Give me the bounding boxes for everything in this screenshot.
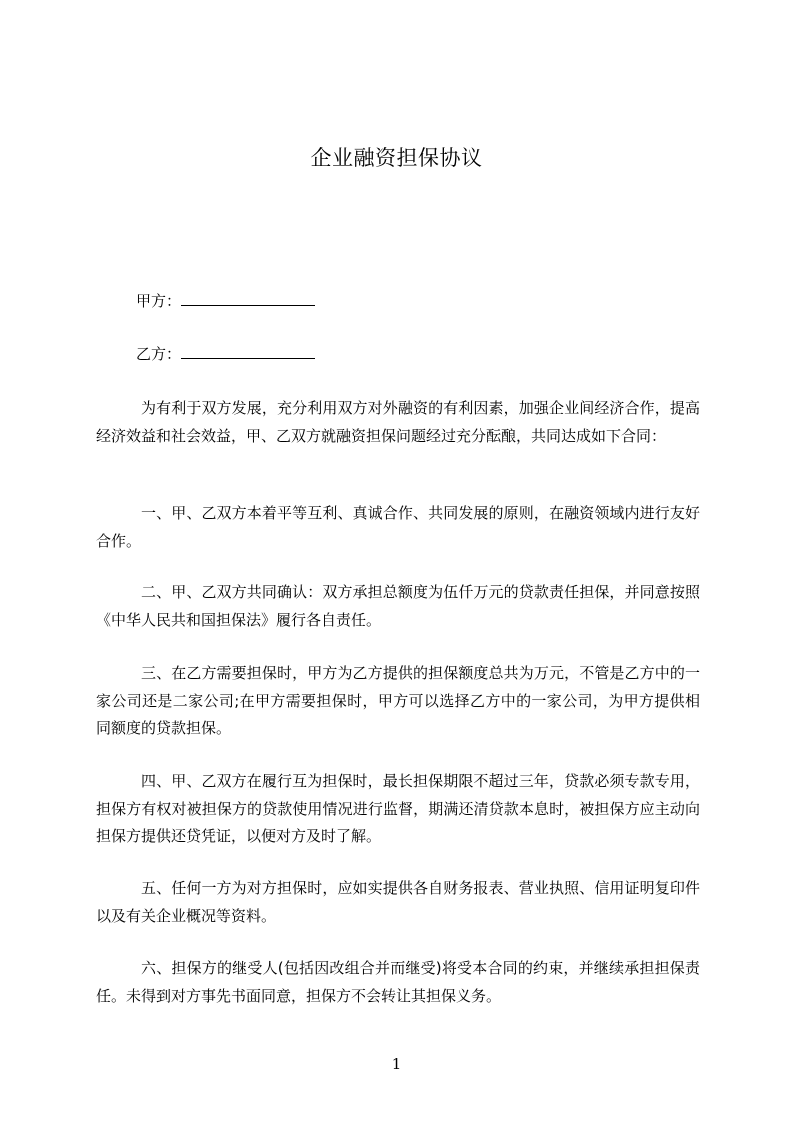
document-title: 企业融资担保协议 [310, 146, 483, 170]
clause-3-paragraph: 三、在乙方需要担保时，甲方为乙方提供的担保额度总共为万元，不管是乙方中的一家公司还是二家公司;在甲方需要担保时，甲方可以选择乙方中的一家公司，为甲方提供相同额度的贷款担保。 [96, 664, 700, 737]
party-a-label: 甲方： [136, 292, 182, 310]
clause-2-paragraph: 二、甲、乙双方共同确认：双方承担总额度为伍仟万元的贷款责任担保，并同意按照《中华人民共和国担保法》履行各自责任。 [96, 583, 700, 629]
clause-6-paragraph: 六、担保方的继受人(包括因改组合并而继受)将受本合同的约束，并继续承担担保责任。未得到对方事先书面同意，担保方不会转让其担保义务。 [96, 959, 700, 1005]
party-a-blank [181, 291, 315, 306]
party-b-blank [181, 344, 315, 359]
party-a-line [136, 291, 315, 311]
party-b-line [136, 344, 315, 364]
party-b-label: 乙方： [136, 345, 182, 363]
clause-4-paragraph: 四、甲、乙双方在履行互为担保时，最长担保期限不超过三年，贷款必须专款专用，担保方有权对被担保方的贷款使用情况进行监督，期满还清贷款本息时，被担保方应主动向担保方提供还贷凭证，以便对方及时了解。 [96, 772, 700, 845]
page-number: 1 [391, 1055, 402, 1073]
clause-1-paragraph: 一、甲、乙双方本着平等互利、真诚合作、共同发展的原则，在融资领域内进行友好合作。 [96, 504, 700, 550]
intro-paragraph: 为有利于双方发展，充分利用双方对外融资的有利因素，加强企业间经济合作，提高经济效益和社会效益，甲、乙双方就融资担保问题经过充分酝酿，共同达成如下合同： [96, 399, 700, 445]
clause-5-paragraph: 五、任何一方为对方担保时，应如实提供各自财务报表、营业执照、信用证明复印件以及有关企业概况等资料。 [96, 879, 700, 925]
